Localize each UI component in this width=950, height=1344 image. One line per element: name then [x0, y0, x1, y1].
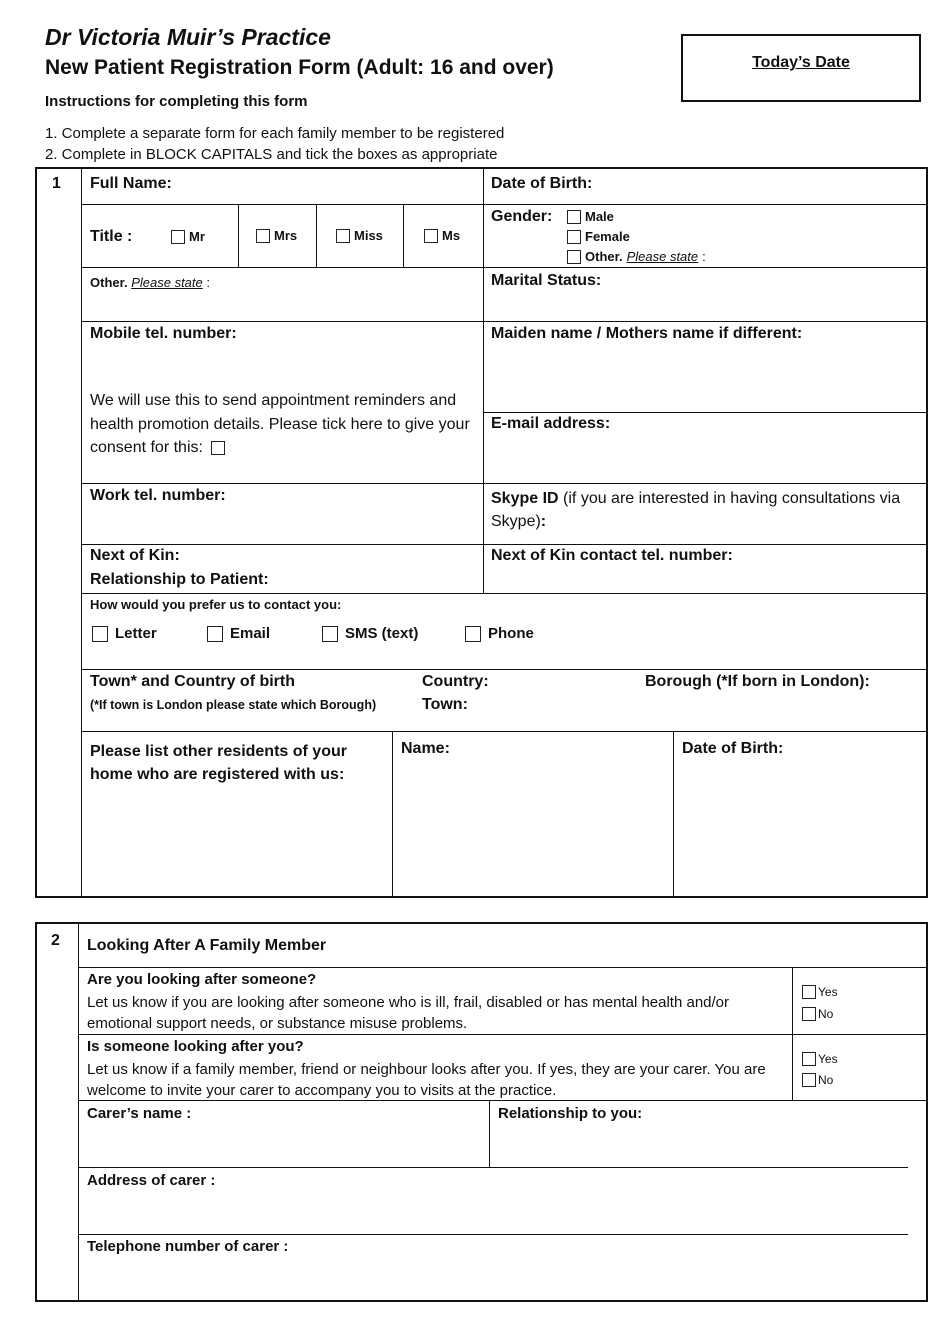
colon: :: [702, 249, 706, 264]
skype-label: Skype ID: [491, 490, 559, 507]
other-gender-label: Other.: [585, 249, 623, 264]
q2-text: Let us know if a family member, friend or neighbour looks after you. If yes, they are your carer. You are welcome to invite your carer to accompany you to visits at the practice.: [87, 1061, 766, 1099]
birth-note: (*If town is London please state which Borough): [90, 698, 377, 712]
borough-label: Borough (*If born in London):: [645, 673, 870, 690]
section-1-number: 1: [52, 175, 61, 192]
q2-title: Is someone looking after you?: [87, 1038, 304, 1055]
mrs-checkbox[interactable]: [256, 229, 270, 243]
consent-checkbox[interactable]: [211, 441, 225, 455]
gender-female-option[interactable]: [567, 229, 630, 244]
mr-checkbox[interactable]: [171, 230, 185, 244]
q2-no-option[interactable]: [802, 1073, 833, 1087]
other-gender-checkbox[interactable]: [567, 250, 581, 264]
instruction-2: 2. Complete in BLOCK CAPITALS and tick the boxes as appropriate: [45, 146, 498, 163]
practice-name: Dr Victoria Muir’s Practice: [45, 24, 331, 50]
q1-yes-label: Yes: [818, 985, 838, 999]
female-label: Female: [585, 229, 630, 244]
carer-relationship-label: Relationship to you:: [498, 1105, 643, 1122]
nok-tel-label: Next of Kin contact tel. number:: [491, 547, 733, 564]
resident-dob-label: Date of Birth:: [682, 740, 784, 757]
carer-phone-label: Telephone number of carer :: [87, 1238, 289, 1255]
letter-label: Letter: [115, 625, 157, 642]
q2-no-label: No: [818, 1073, 834, 1087]
maiden-name-label: Maiden name / Mothers name if different:: [491, 325, 803, 342]
gender-other-option[interactable]: [567, 249, 706, 264]
q2-no-checkbox[interactable]: [802, 1073, 816, 1087]
mobile-label: Mobile tel. number:: [90, 325, 237, 342]
residents-label: Please list other residents of your home who are registered with us:: [90, 743, 347, 783]
gender-male-option[interactable]: [567, 209, 614, 224]
q1-title: Are you looking after someone?: [87, 971, 317, 988]
skype-colon: :: [540, 513, 547, 530]
q1-no-option[interactable]: [802, 1007, 833, 1021]
todays-date-label: Today’s Date: [752, 54, 850, 71]
male-checkbox[interactable]: [567, 210, 581, 224]
contact-email-option[interactable]: [207, 625, 270, 642]
birth-town-label: Town* and Country of birth: [90, 673, 296, 690]
mobile-consent-note: [90, 389, 475, 460]
miss-label: Miss: [354, 228, 383, 243]
section-2-number: 2: [51, 932, 60, 949]
contact-sms-option[interactable]: [322, 625, 418, 642]
mobile-note-text: We will use this to send appointment reminders and health promotion details. Please tick here to give your consent for this:: [90, 392, 470, 456]
family-member-heading: Looking After A Family Member: [87, 937, 327, 954]
contact-pref-label: How would you prefer us to contact you:: [90, 597, 342, 612]
other-colon: :: [206, 275, 210, 290]
q2-yes-label: Yes: [818, 1052, 838, 1066]
town-label: Town:: [422, 696, 468, 713]
other-title-label: Other.: [90, 275, 128, 290]
q1-no-checkbox[interactable]: [802, 1007, 816, 1021]
title-mrs-option[interactable]: [256, 228, 297, 243]
gender-label: Gender:: [491, 208, 553, 225]
other-title-row: [90, 275, 210, 290]
mrs-label: Mrs: [274, 228, 298, 243]
resident-name-label: Name:: [401, 740, 450, 757]
q2-yes-option[interactable]: [802, 1052, 838, 1066]
instruction-1: 1. Complete a separate form for each family member to be registered: [45, 125, 505, 142]
miss-checkbox[interactable]: [336, 229, 350, 243]
letter-checkbox[interactable]: [92, 626, 108, 642]
country-label: Country:: [422, 673, 489, 690]
ms-checkbox[interactable]: [424, 229, 438, 243]
ms-label: Ms: [442, 228, 461, 243]
q2-yes-checkbox[interactable]: [802, 1052, 816, 1066]
instructions-heading: Instructions for completing this form: [45, 93, 308, 110]
email-label: E-mail address:: [491, 415, 611, 432]
title-mr-option[interactable]: [171, 229, 205, 244]
skype-note: (if you are interested in having consultations via Skype): [491, 490, 901, 530]
mr-label: Mr: [189, 229, 205, 244]
skype-field: [491, 487, 916, 533]
form-title: New Patient Registration Form (Adult: 16 and over): [45, 56, 554, 79]
other-please-state: Please state: [131, 275, 203, 290]
full-name-label: Full Name:: [90, 175, 172, 192]
relationship-label: Relationship to Patient:: [90, 571, 269, 588]
title-label: Title :: [90, 228, 133, 245]
please-state-label: Please state: [626, 249, 699, 264]
todays-date-box[interactable]: [681, 34, 921, 102]
carer-name-label: Carer’s name :: [87, 1105, 192, 1122]
q1-yes-option[interactable]: [802, 985, 838, 999]
contact-phone-option[interactable]: [465, 625, 534, 642]
next-of-kin-label: Next of Kin:: [90, 547, 180, 564]
marital-status-label: Marital Status:: [491, 272, 602, 289]
phone-label: Phone: [488, 625, 534, 642]
q1-yes-checkbox[interactable]: [802, 985, 816, 999]
q1-no-label: No: [818, 1007, 834, 1021]
email-option-label: Email: [230, 625, 271, 642]
dob-label: Date of Birth:: [491, 175, 593, 192]
email-checkbox[interactable]: [207, 626, 223, 642]
sms-label: SMS (text): [345, 625, 419, 642]
q1-text: Let us know if you are looking after someone who is ill, frail, disabled or has mental health and/or emotional support needs, or substance misuse problems.: [87, 994, 730, 1032]
work-tel-label: Work tel. number:: [90, 487, 226, 504]
female-checkbox[interactable]: [567, 230, 581, 244]
phone-checkbox[interactable]: [465, 626, 481, 642]
male-label: Male: [585, 209, 614, 224]
title-miss-option[interactable]: [336, 228, 383, 243]
sms-checkbox[interactable]: [322, 626, 338, 642]
title-ms-option[interactable]: [424, 228, 460, 243]
contact-letter-option[interactable]: [92, 625, 157, 642]
carer-address-label: Address of carer :: [87, 1172, 216, 1189]
